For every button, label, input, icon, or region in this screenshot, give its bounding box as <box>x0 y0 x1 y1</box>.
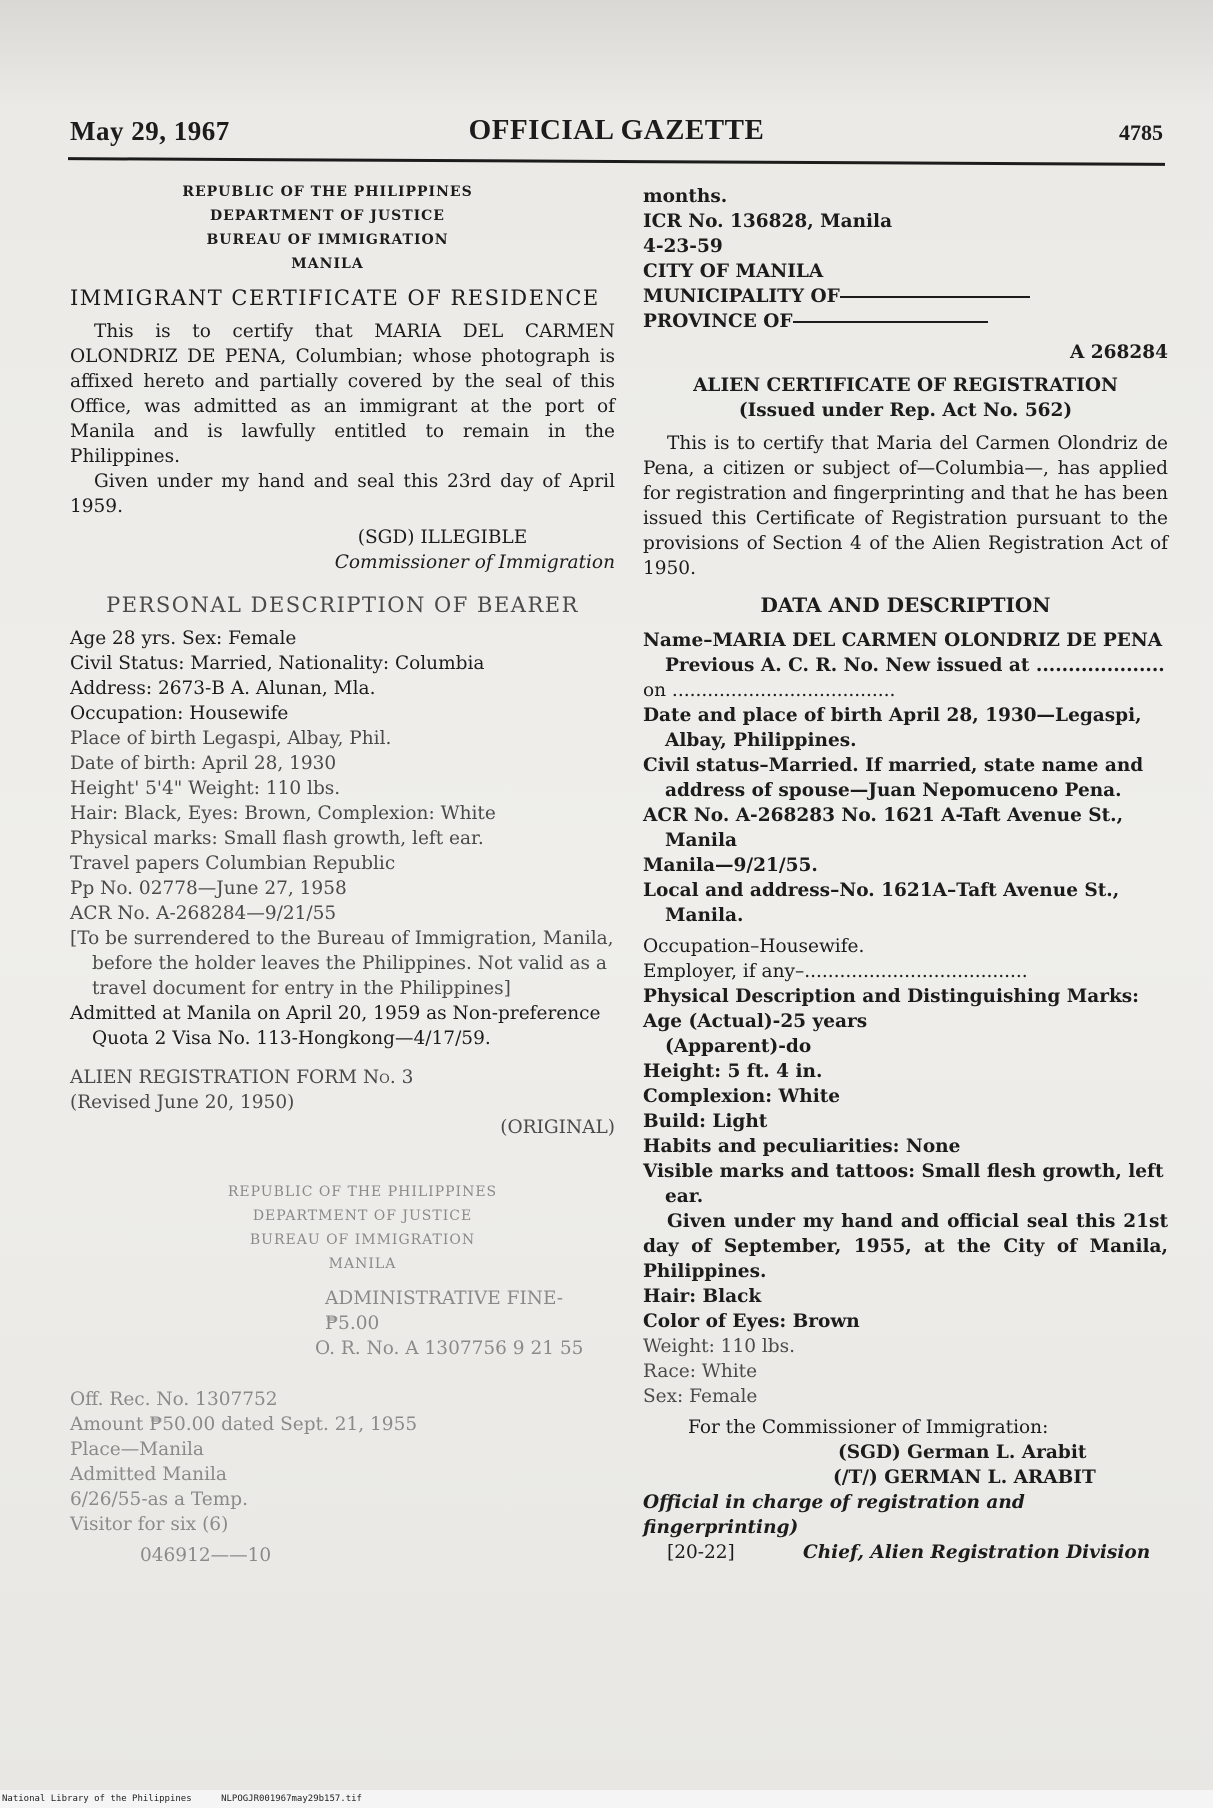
municipality-blank <box>840 296 1030 298</box>
previous-acr: Previous A. C. R. No. New issued at .................... <box>665 655 1165 676</box>
manila-date: Manila—9/21/55. <box>643 855 818 876</box>
official-line: Official in charge of registration and fingerprinting) <box>643 1492 1025 1538</box>
signature-typed: (/T/) GERMAN L. ARABIT <box>833 1467 1096 1488</box>
local-address: Local and address–No. 1621A–Taft Avenue St., Manila. <box>643 880 1120 926</box>
fine-line: ADMINISTRATIVE FINE-₱5.00 <box>325 1288 564 1334</box>
personal-line: Age 28 yrs. Sex: Female <box>70 628 297 649</box>
personal-line: Date of birth: April 28, 1930 <box>70 753 337 774</box>
acr-subtitle: (Issued under Rep. Act No. 562) <box>738 400 1073 421</box>
visible-marks-line: Visible marks and tattoos: Small flesh growth, left ear. <box>643 1161 1164 1207</box>
race-line: Race: White <box>643 1361 758 1382</box>
library-credit: National Library of the Philippines <box>2 1794 192 1804</box>
issue-date: May 29, 1967 <box>70 116 230 146</box>
record-line: 6/26/55-as a Temp. <box>70 1489 248 1510</box>
province-line <box>643 309 1168 334</box>
record-line: Admitted Manila <box>70 1464 227 1485</box>
certificate-number: A 268284 <box>1069 342 1168 363</box>
build-line: Build: Light <box>643 1111 768 1132</box>
occupation-line: Occupation–Housewife. <box>643 936 865 957</box>
personal-description-list <box>70 626 615 926</box>
agency-block <box>40 180 615 276</box>
complexion-line: Complexion: White <box>643 1086 841 1107</box>
chief-title: Chief, Alien Registration Division <box>803 1542 1151 1563</box>
closing-line <box>643 1540 1168 1565</box>
page-number: 4785 <box>1119 120 1163 145</box>
hair-line: Hair: Black <box>643 1286 762 1307</box>
personal-line: Height' 5'4" Weight: 110 lbs. <box>70 778 341 799</box>
personal-line: Address: 2673-B A. Alunan, Mla. <box>70 678 376 699</box>
publication-title: OFFICIAL GAZETTE <box>468 114 765 146</box>
age-apparent: (Apparent)-do <box>665 1036 812 1057</box>
icr-line: ICR No. 136828, Manila <box>643 211 893 232</box>
employer-line: Employer, if any–...................................... <box>643 961 1028 982</box>
form-revised: (Revised June 20, 1950) <box>70 1092 295 1113</box>
given-line: Given under my hand and official seal this 21st day of September, 1955, at the City of Manila, Philippines. <box>643 1211 1168 1282</box>
certificate-paragraph: This is to certify that MARIA DEL CARMEN OLONDRIZ DE PENA, Columbian; whose photograph is affixed hereto and partially covered by the seal of this Office, was admitted as an immigrant at the port of Manila and is lawfully entitled to remain in the Philippines. <box>70 321 615 467</box>
record-line: Place—Manila <box>70 1439 204 1460</box>
birth-line: Date and place of birth April 28, 1930—Legaspi, Albay, Philippines. <box>643 705 1142 751</box>
signature-line: (SGD) ILLEGIBLE <box>357 527 528 548</box>
personal-line: Civil Status: Married, Nationality: Columbia <box>70 653 485 674</box>
province-blank <box>793 321 988 323</box>
habits-line: Habits and peculiarities: None <box>643 1136 961 1157</box>
left-column <box>70 180 615 1568</box>
record-line: Amount ₱50.00 dated Sept. 21, 1955 <box>70 1414 418 1435</box>
stamp-line: REPUBLIC OF THE PHILIPPINES <box>227 1184 498 1200</box>
name-line: Name–MARIA DEL CARMEN OLONDRIZ DE PENA <box>643 630 1163 651</box>
age-actual: Age (Actual)-25 years <box>643 1011 868 1032</box>
personal-line: ACR No. A-268284—9/21/55 <box>70 903 337 924</box>
acr-paragraph: This is to certify that Maria del Carmen Olondriz de Pena, a citizen or subject of—Columbia—, has applied for registration and fingerprinting and that he has been issued this Certificate of Registration pursuant to the provisions of Section 4 of the Alien Registration Act of 1950. <box>643 433 1168 579</box>
signature-title: Commissioner of Immigration <box>334 552 615 573</box>
eyes-line: Color of Eyes: Brown <box>643 1311 860 1332</box>
page-header <box>70 110 1163 160</box>
stamp-line: MANILA <box>328 1256 397 1272</box>
stamp-block <box>110 1180 615 1276</box>
city-line: CITY OF MANILA <box>643 261 824 282</box>
municipality-line <box>643 284 1168 309</box>
months-line: months. <box>643 186 728 207</box>
print-code: 046912——10 <box>140 1545 272 1566</box>
acr-spouse-line: ACR No. A-268283 No. 1621 A-Taft Avenue St., Manila <box>643 805 1124 851</box>
record-line: Off. Rec. No. 1307752 <box>70 1389 278 1410</box>
reference-code: [20-22] <box>667 1542 735 1563</box>
scan-footer <box>0 1790 1213 1808</box>
weight-line: Weight: 110 lbs. <box>643 1336 796 1357</box>
civil-status-line: Civil status–Married. If married, state name and address of spouse—Juan Nepomuceno Pena. <box>643 755 1144 801</box>
physical-heading: Physical Description and Distinguishing Marks: <box>643 986 1140 1007</box>
signature-sgd: (SGD) German L. Arabit <box>838 1442 1087 1463</box>
file-name: NLPOGJR001967may29b157.tif <box>221 1794 362 1804</box>
personal-line: Occupation: Housewife <box>70 703 289 724</box>
personal-line: Hair: Black, Eyes: Brown, Complexion: White <box>70 803 496 824</box>
record-line: Visitor for six (6) <box>70 1514 229 1535</box>
agency-line: REPUBLIC OF THE PHILIPPINES <box>182 184 473 200</box>
certificate-title: IMMIGRANT CERTIFICATE OF RESIDENCE <box>70 286 600 310</box>
form-original: (ORIGINAL) <box>500 1117 615 1138</box>
stamp-line: DEPARTMENT OF JUSTICE <box>252 1208 473 1224</box>
right-column <box>643 184 1168 1565</box>
acr-title: ALIEN CERTIFICATE OF REGISTRATION <box>693 375 1118 396</box>
agency-line: BUREAU OF IMMIGRATION <box>206 232 449 248</box>
personal-line: Place of birth Legaspi, Albay, Phil. <box>70 728 392 749</box>
municipality-label: MUNICIPALITY OF <box>643 286 840 307</box>
personal-line: Pp No. 02778—June 27, 1958 <box>70 878 347 899</box>
given-paragraph: Given under my hand and seal this 23rd day of April 1959. <box>70 471 615 517</box>
on-line: on ...................................... <box>643 680 896 701</box>
or-line: O. R. No. A 1307756 9 21 55 <box>315 1338 584 1359</box>
personal-line: Physical marks: Small flash growth, left ear. <box>70 828 484 849</box>
agency-line: MANILA <box>291 256 364 272</box>
personal-description-heading: PERSONAL DESCRIPTION OF BEARER <box>106 593 579 617</box>
form-name: ALIEN REGISTRATION FORM No. 3 <box>70 1067 414 1088</box>
agency-line: DEPARTMENT OF JUSTICE <box>210 208 445 224</box>
record-block <box>70 1387 615 1537</box>
height-line: Height: 5 ft. 4 in. <box>643 1061 823 1082</box>
for-commissioner: For the Commissioner of Immigration: <box>688 1417 1049 1438</box>
admitted-note: Admitted at Manila on April 20, 1959 as Non-preference Quota 2 Visa No. 113-Hongkong—4/17/59. <box>70 1003 601 1049</box>
sex-line: Sex: Female <box>643 1386 758 1407</box>
data-heading: DATA AND DESCRIPTION <box>760 593 1051 617</box>
personal-line: Travel papers Columbian Republic <box>70 853 396 874</box>
surrender-note: [To be surrendered to the Bureau of Immigration, Manila, before the holder leaves the Philippines. Not valid as a travel document for entry in the Philippines] <box>70 928 614 999</box>
stamp-line: BUREAU OF IMMIGRATION <box>249 1232 476 1248</box>
province-label: PROVINCE OF <box>643 311 793 332</box>
icr-date: 4-23-59 <box>643 236 723 257</box>
